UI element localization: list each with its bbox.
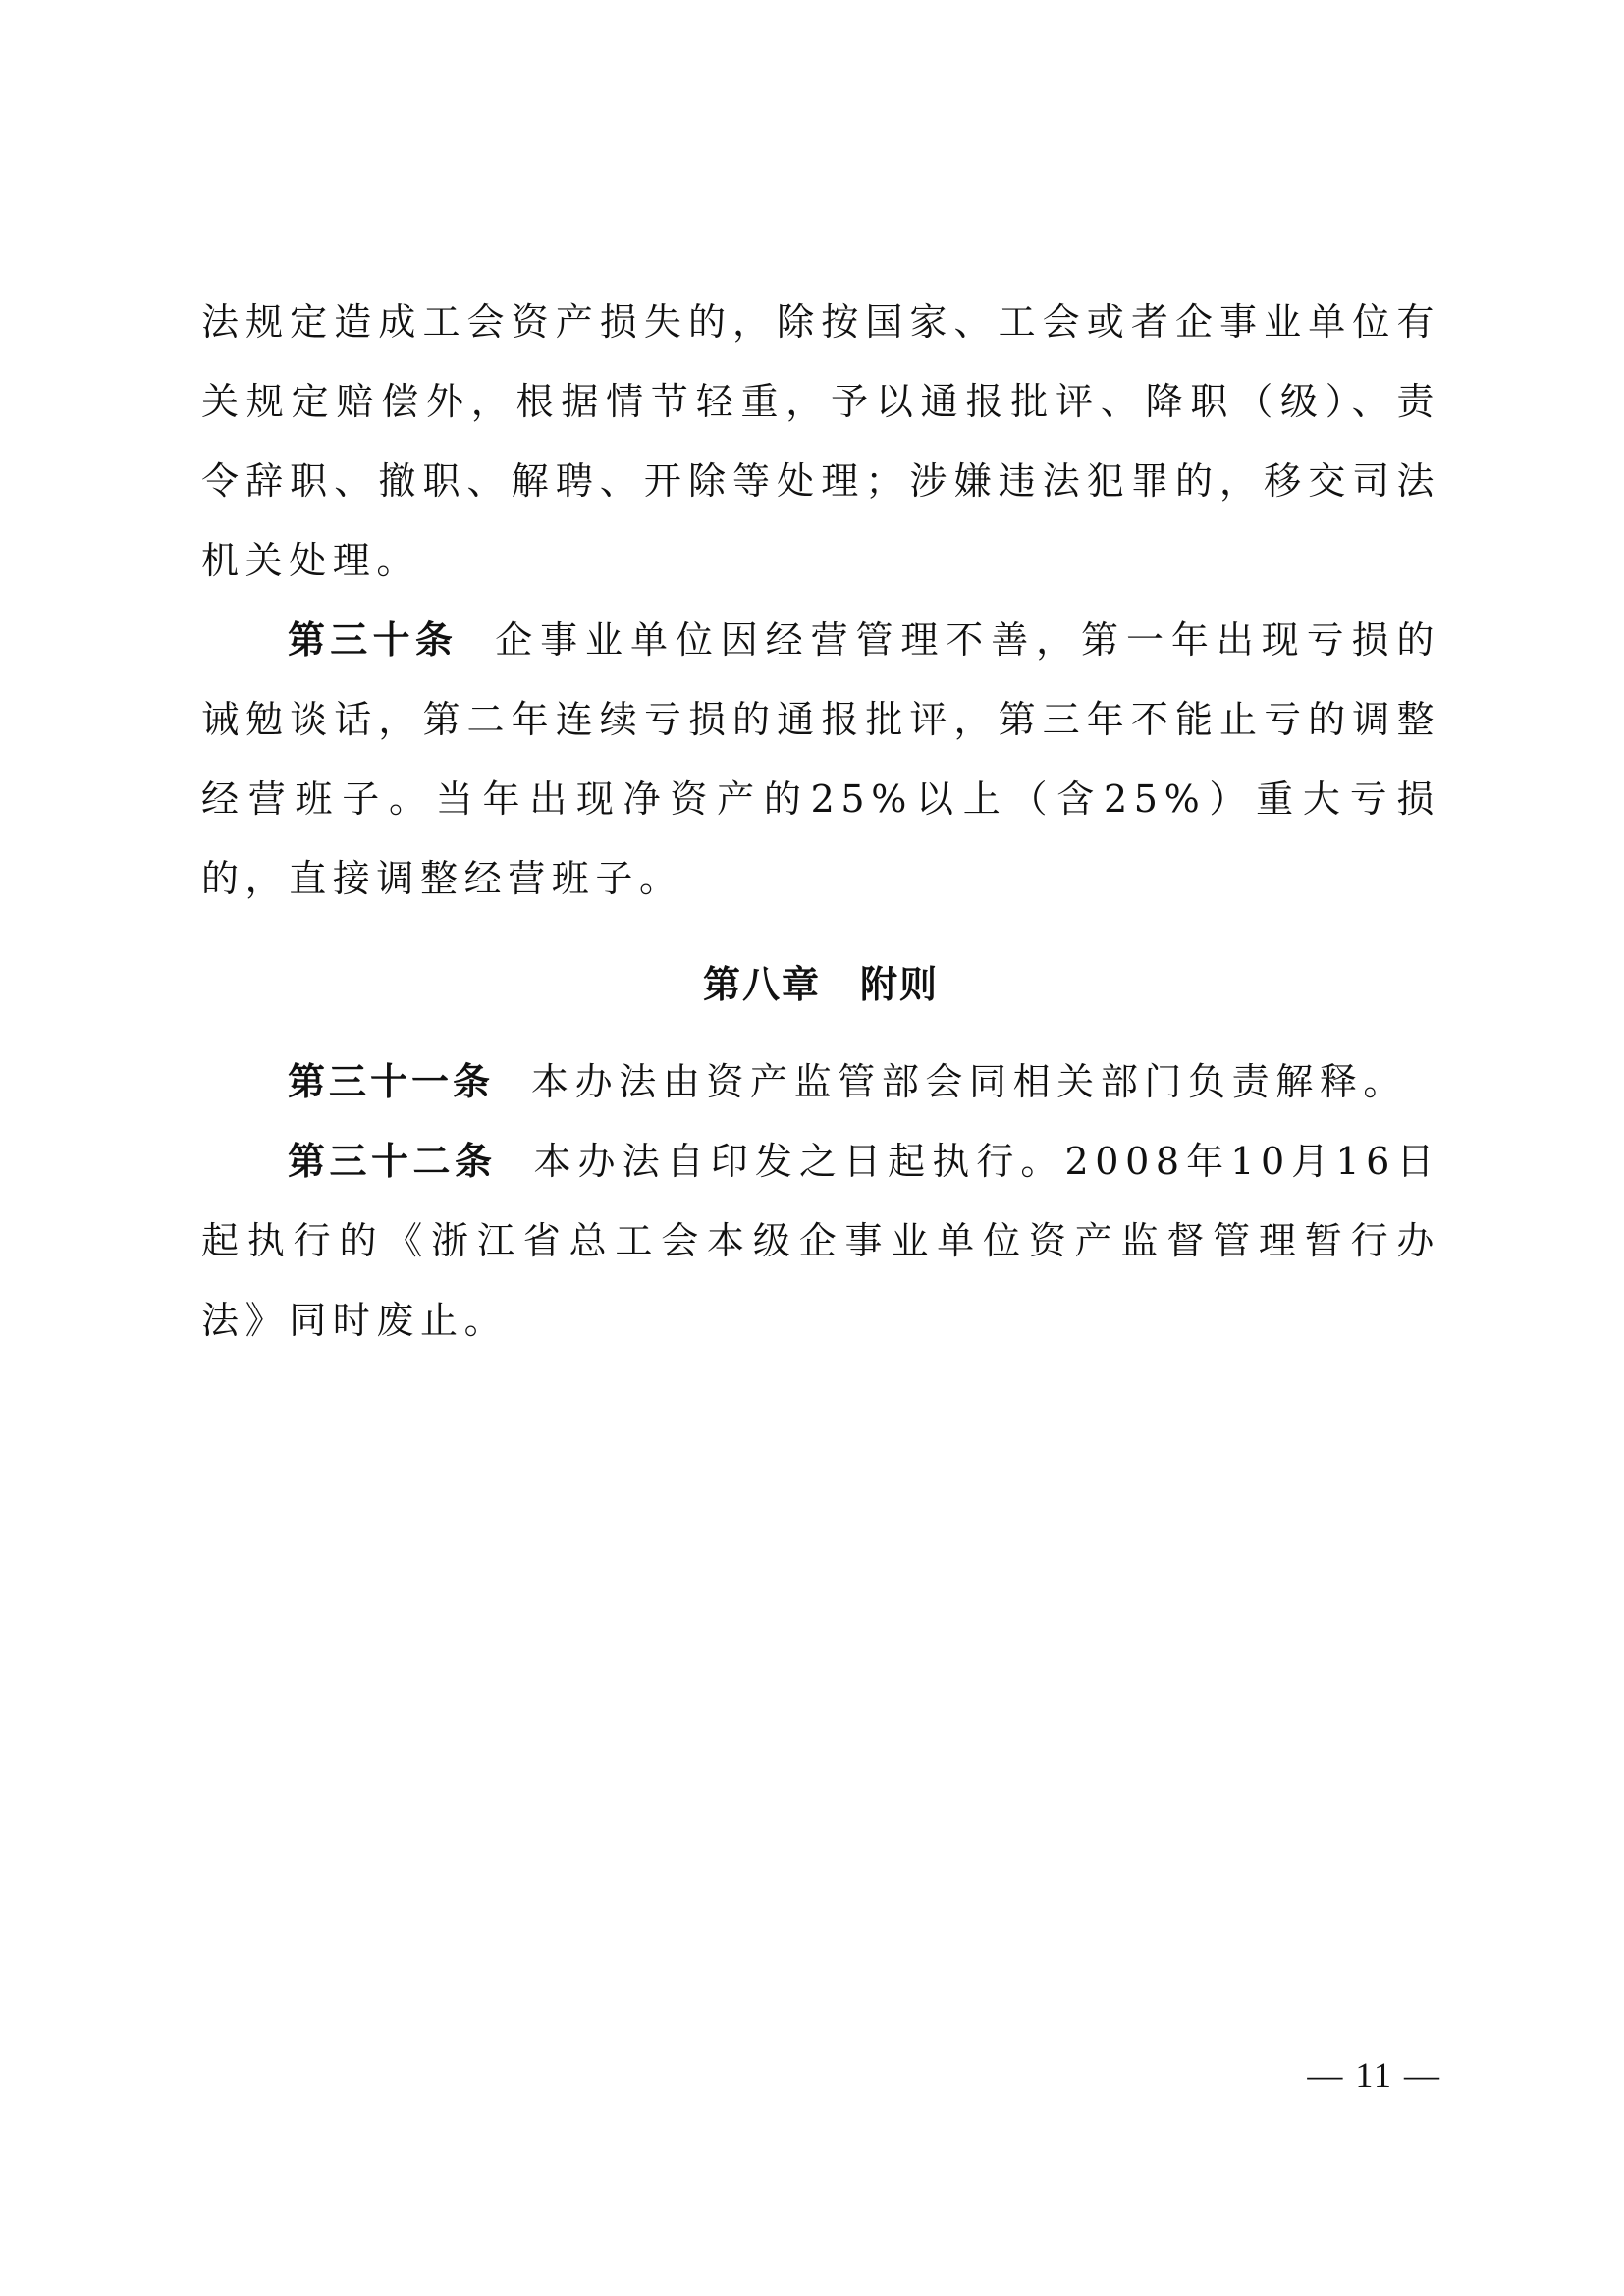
article-30-text: 企事业单位因经营管理不善，第一年出现亏损的诫勉谈话，第二年连续亏损的通报批评，第三年不能止亏的调整经营班子。当年出现净资产的25%以上（含25%）重大亏损的，直接调整经营班子。 bbox=[201, 618, 1440, 900]
article-32-text: 本办法自印发之日起执行。2008年10月16日起执行的《浙江省总工会本级企事业单位资产监督管理暂行办法》同时废止。 bbox=[201, 1140, 1440, 1342]
chapter-title: 附则 bbox=[860, 963, 940, 1006]
article-30-label: 第三十条 bbox=[288, 618, 459, 662]
article-31-label: 第三十一条 bbox=[288, 1060, 495, 1103]
article-31-text: 本办法由资产监管部会同相关部门负责解释。 bbox=[531, 1060, 1408, 1103]
article-32-label: 第三十二条 bbox=[288, 1140, 497, 1183]
article-31 bbox=[201, 1042, 1440, 1122]
paragraph-continuation: 法规定造成工会资产损失的，除按国家、工会或者企事业单位有关规定赔偿外，根据情节轻重，予以通报批评、降职（级）、责令辞职、撤职、解聘、开除等处理；涉嫌违法犯罪的，移交司法机关处理。 bbox=[201, 300, 1440, 582]
article-32 bbox=[201, 1122, 1440, 1361]
article-30 bbox=[201, 601, 1440, 919]
document-body bbox=[201, 283, 1440, 1361]
chapter-heading bbox=[201, 963, 1440, 1006]
chapter-number: 第八章 bbox=[702, 963, 821, 1006]
page-number: — 11 — bbox=[1307, 2056, 1441, 2095]
